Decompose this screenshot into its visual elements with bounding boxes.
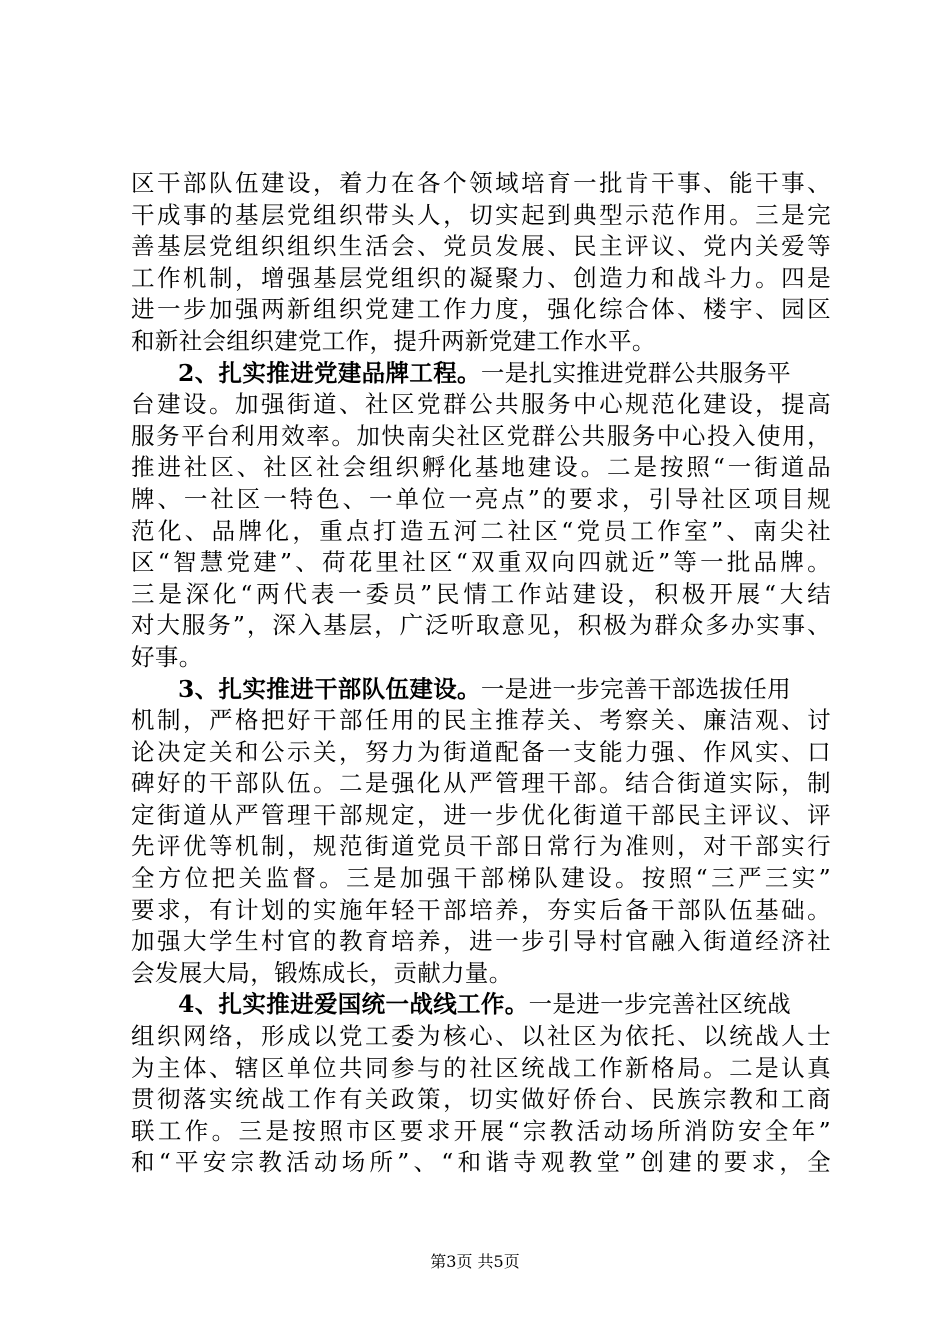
text-line: 对大服务”，深入基层，广泛听取意见，积极为群众多办实事、 (131, 611, 831, 640)
section-text: 一是进一步完善干部选拔任用 (480, 674, 791, 703)
text-line: 先评优等机制，规范街道党员干部日常行为准则，对干部实行 (131, 832, 831, 861)
text-line: 区“智慧党建”、荷花里社区“双重双向四就近”等一批品牌。 (131, 548, 831, 577)
text-line: 干成事的基层党组织带头人，切实起到典型示范作用。三是完 (131, 200, 831, 229)
text-line: 定街道从严管理干部规定，进一步优化街道干部民主评议、评 (131, 800, 831, 829)
section-4-first-line (131, 989, 831, 1021)
text-line: 进一步加强两新组织党建工作力度，强化综合体、楼宇、园区 (131, 295, 831, 324)
text-line: 贯彻落实统战工作有关政策，切实做好侨台、民族宗教和工商 (131, 1085, 831, 1114)
text-line: 和“平安宗教活动场所”、“和谐寺观教堂”创建的要求，全 (131, 1148, 831, 1177)
section-2-first-line (131, 358, 831, 390)
text-line: 好事。 (131, 642, 203, 671)
page-number-footer: 第3页 共5页 (430, 1252, 520, 1271)
section-text: 一是进一步完善社区统战 (528, 990, 791, 1019)
section-text: 一是扎实推进党群公共服务平 (480, 358, 791, 387)
text-line: 区干部队伍建设，着力在各个领域培育一批肯干事、能干事、 (131, 169, 831, 197)
text-line: 论决定关和公示关，努力为街道配备一支能力强、作风实、口 (131, 737, 831, 766)
text-line: 牌、一社区一特色、一单位一亮点”的要求，引导社区项目规 (131, 484, 831, 513)
section-3-first-line (131, 674, 831, 706)
text-line: 要求，有计划的实施年轻干部培养，夯实后备干部队伍基础。 (131, 895, 831, 924)
text-line: 组织网络，形成以党工委为核心、以社区为依托、以统战人士 (131, 1022, 831, 1051)
text-line: 服务平台利用效率。加快南尖社区党群公共服务中心投入使用， (131, 421, 831, 450)
text-line: 为主体、辖区单位共同参与的社区统战工作新格局。二是认真 (131, 1053, 831, 1082)
text-line: 范化、品牌化，重点打造五河二社区“党员工作室”、南尖社 (131, 516, 831, 545)
text-line: 推进社区、社区社会组织孵化基地建设。二是按照“一街道品 (131, 453, 831, 482)
text-line: 会发展大局，锻炼成长，贡献力量。 (131, 958, 513, 987)
section-heading: 3、扎实推进干部队伍建设。 (178, 674, 481, 703)
text-line: 加强大学生村官的教育培养，进一步引导村官融入街道经济社 (131, 927, 831, 956)
section-heading: 2、扎实推进党建品牌工程。 (178, 358, 481, 387)
text-line: 台建设。加强街道、社区党群公共服务中心规范化建设，提高 (131, 390, 831, 419)
document-body (131, 168, 831, 1179)
text-line: 机制，严格把好干部任用的民主推荐关、考察关、廉洁观、讨 (131, 706, 831, 735)
text-line: 善基层党组织组织生活会、党员发展、民主评议、党内关爱等 (131, 232, 831, 261)
text-line: 三是深化“两代表一委员”民情工作站建设，积极开展“大结 (131, 579, 831, 608)
text-line: 工作机制，增强基层党组织的凝聚力、创造力和战斗力。四是 (131, 263, 831, 292)
section-heading: 4、扎实推进爱国统一战线工作。 (178, 990, 529, 1019)
text-line: 和新社会组织建党工作，提升两新党建工作水平。 (131, 326, 656, 355)
text-line: 全方位把关监督。三是加强干部梯队建设。按照“三严三实” (131, 864, 831, 893)
text-line: 联工作。三是按照市区要求开展“宗教活动场所消防安全年” (131, 1116, 831, 1145)
text-line: 碑好的干部队伍。二是强化从严管理干部。结合街道实际，制 (131, 769, 831, 798)
